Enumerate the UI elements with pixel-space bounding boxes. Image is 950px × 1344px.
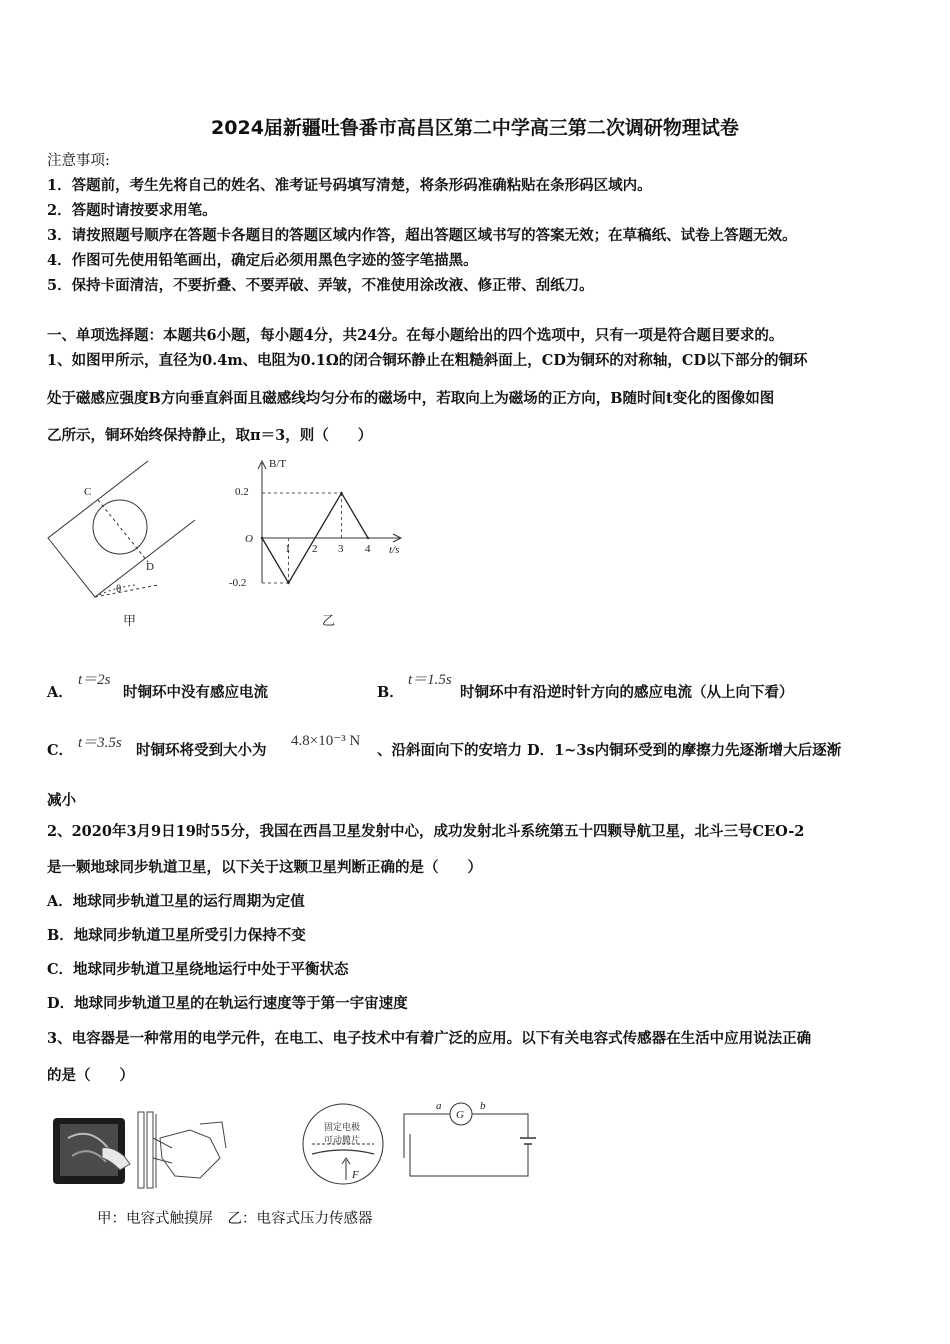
q1-bt-chart <box>225 455 415 630</box>
page-title: 2024届新疆吐鲁番市高昌区第二中学高三第二次调研物理试卷 <box>211 117 739 139</box>
q2-option-b: B．地球同步轨道卫星所受引力保持不变 <box>47 927 306 944</box>
origin-label: O <box>245 533 253 545</box>
q1-line2: 处于磁感应强度B方向垂直斜面且磁感线均匀分布的磁场中，若取向上为磁场的正方向，B随时间t变化的图像如图 <box>47 390 775 407</box>
bt-point-0 <box>261 537 263 539</box>
caption-yi: 乙 <box>322 613 336 628</box>
q1-option-b-label: B． <box>377 684 404 701</box>
label-d: D <box>146 561 154 573</box>
y-tick-neg0.2: -0.2 <box>229 577 247 589</box>
notice-heading: 注意事项: <box>47 153 110 169</box>
x-axis-label: t/s <box>389 544 400 556</box>
q1-option-c-text2: 、沿斜面向下的安培力 D．1~3s内铜环受到的摩擦力先逐渐增大后逐渐 <box>377 742 842 759</box>
q2-option-d: D．地球同步轨道卫星的在轨运行速度等于第一宇宙速度 <box>47 995 408 1012</box>
diaphragm-label: 可动膜片 <box>324 1135 361 1145</box>
q1-figure-jia <box>40 455 210 630</box>
x-tick-3: 3 <box>338 543 344 555</box>
q1-option-b-text: 时铜环中有沿逆时针方向的感应电流（从上向下看） <box>460 684 794 701</box>
node-b-label: b <box>480 1100 486 1112</box>
q2-line2: 是一颗地球同步轨道卫星，以下关于这颗卫星判断正确的是（ ） <box>47 859 482 876</box>
finger-capacitance-sketch <box>138 1112 226 1188</box>
force-label: F <box>352 1169 359 1181</box>
q1-option-c-math: t＝3.5s <box>78 735 122 751</box>
q2-line1: 2、2020年3月9日19时55分，我国在西昌卫星发射中心，成功发射北斗系统第五十四颗导航卫星，北斗三号CEO-2 <box>47 823 805 840</box>
q1-option-d-tail: 减小 <box>47 792 76 809</box>
electrode-label: 固定电极 <box>324 1122 361 1132</box>
node-a-label: a <box>436 1100 442 1112</box>
notice-item-5: 5．保持卡面清洁，不要折叠、不要弄破、弄皱，不准使用涂改液、修正带、刮纸刀。 <box>47 277 594 294</box>
x-tick-2: 2 <box>312 543 318 555</box>
caption-jia: 甲 <box>123 613 137 628</box>
x-tick-4: 4 <box>365 543 371 555</box>
q1-option-b-math: t＝1.5s <box>408 672 452 688</box>
notice-item-3: 3．请按照题号顺序在答题卡各题目的答题区域内作答，超出答题区域书写的答案无效；在草稿纸、试卷上答题无效。 <box>47 227 797 244</box>
q1-line1: 1、如图甲所示，直径为0.4m、电阻为0.1Ω的闭合铜环静止在粗糙斜面上，CD为铜环的对称轴，CD以下部分的铜环 <box>47 352 808 369</box>
bt-point-3 <box>367 537 369 539</box>
bt-point-1 <box>287 582 289 584</box>
q3-line1: 3、电容器是一种常用的电学元件，在电工、电子技术中有着广泛的应用。以下有关电容式传感器在生活中应用说法正确 <box>47 1030 812 1047</box>
y-axis-label: B/T <box>269 458 287 470</box>
section-heading: 一、单项选择题：本题共6小题，每小题4分，共24分。在每小题给出的四个选项中，只有一项是符合题目要求的。 <box>47 327 784 344</box>
notice-item-2: 2．答题时请按要求用笔。 <box>47 202 217 219</box>
tablet-illustration <box>53 1118 130 1184</box>
q3-touchscreen-figure <box>50 1108 240 1193</box>
q1-option-c-text: 时铜环将受到大小为 <box>136 742 267 759</box>
x-tick-1: 1 <box>285 543 291 555</box>
q3-figure-caption: 甲：电容式触摸屏 乙：电容式压力传感器 <box>97 1211 373 1227</box>
q1-option-c-label: C． <box>47 742 74 759</box>
q1-option-c-force: 4.8×10⁻³ N <box>291 733 361 749</box>
q3-line2: 的是（ ） <box>47 1067 134 1084</box>
q1-option-a-text: 时铜环中没有感应电流 <box>123 684 268 701</box>
q1-line3: 乙所示，铜环始终保持静止，取π＝3，则（ ） <box>47 427 373 444</box>
notice-item-4: 4．作图可先使用铅笔画出，确定后必须用黑色字迹的签字笔描黑。 <box>47 252 478 269</box>
q2-option-c: C．地球同步轨道卫星绕地运行中处于平衡状态 <box>47 961 349 978</box>
label-c: C <box>84 486 92 498</box>
q1-option-a-label: A． <box>47 684 73 701</box>
galvanometer-label: G <box>456 1109 464 1121</box>
y-tick-0.2: 0.2 <box>235 486 249 498</box>
q1-option-a-math: t＝2s <box>78 672 111 688</box>
label-theta: θ <box>116 583 122 595</box>
q3-pressure-sensor-figure <box>300 1098 540 1190</box>
q2-option-a: A．地球同步轨道卫星的运行周期为定值 <box>47 893 305 910</box>
bt-point-2 <box>340 492 342 494</box>
notice-item-1: 1．答题前，考生先将自己的姓名、准考证号码填写清楚，将条形码准确粘贴在条形码区域内。 <box>47 177 652 194</box>
